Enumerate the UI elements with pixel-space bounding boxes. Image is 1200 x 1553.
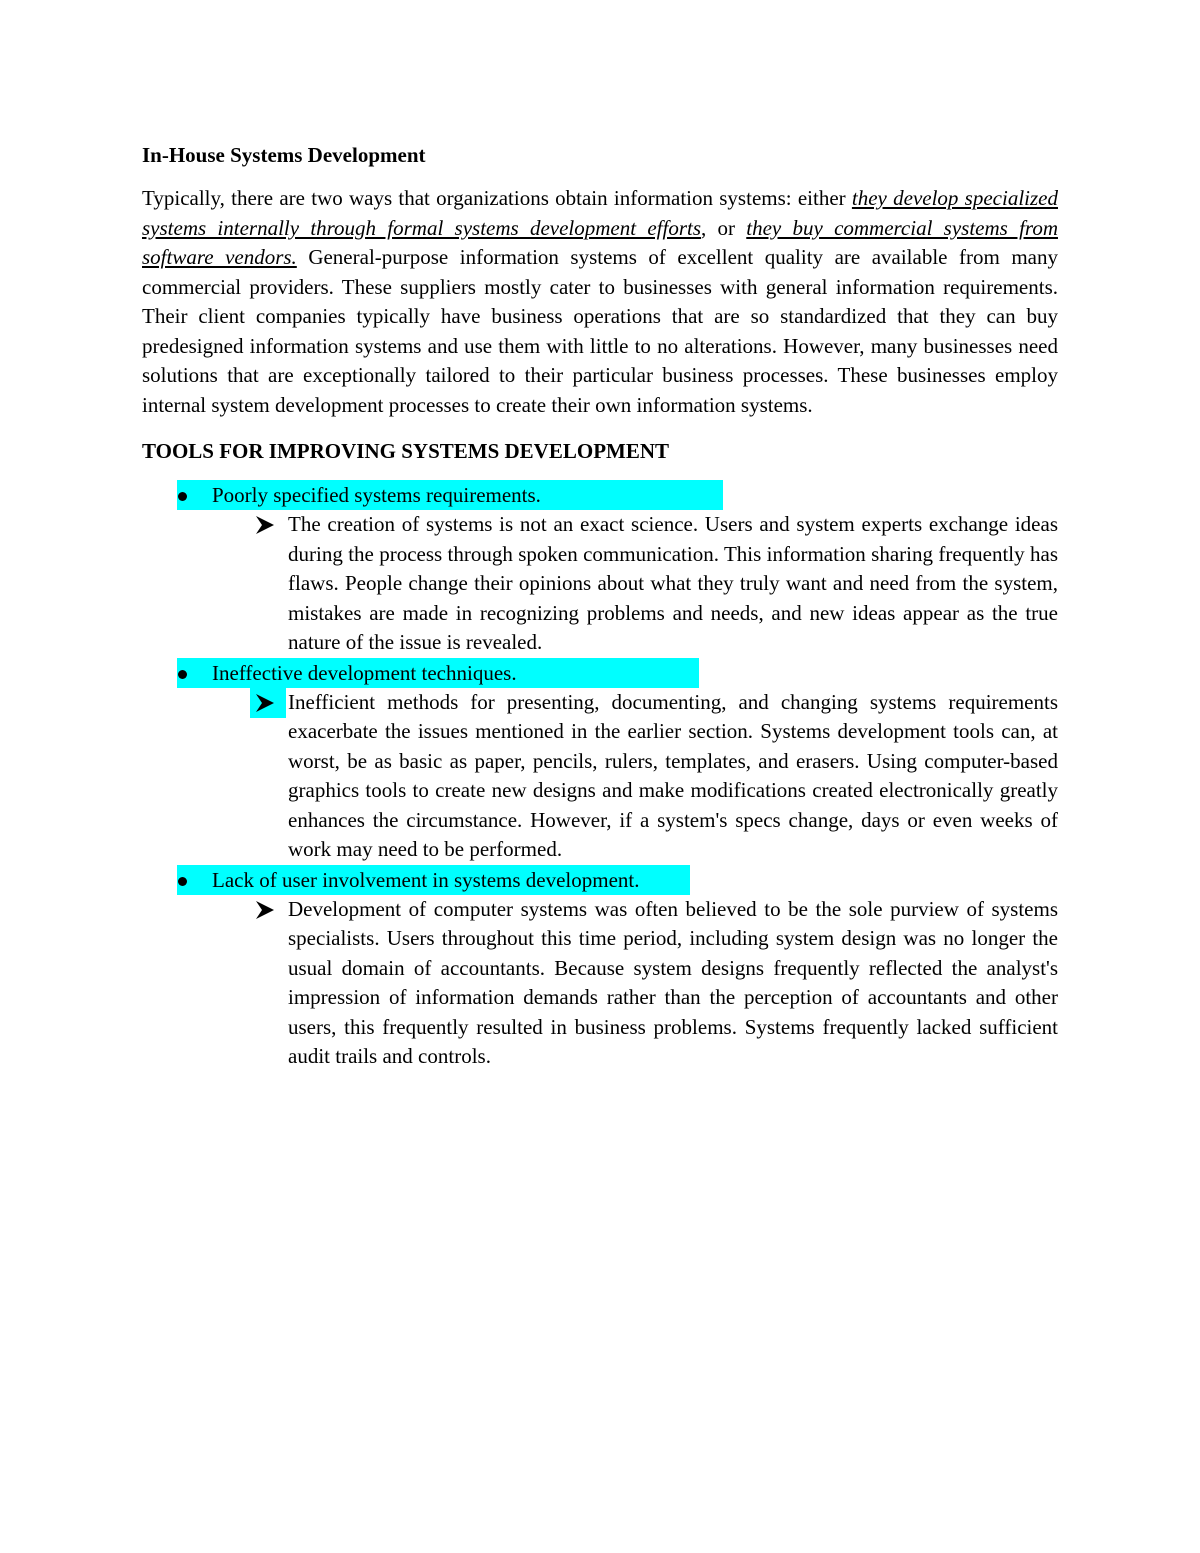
list-item: [142, 865, 1058, 1072]
bullet-icon: [178, 492, 187, 501]
intro-text-or: , or: [701, 215, 747, 240]
bullet-detail: The creation of systems is not an exact science. Users and system experts exchange ideas during the process through spoken communication. This information sharing frequently has flaws. People change their opinions about what they truly want and need from the system, mistakes are made in recognizing problems and needs, and new ideas appear as the true nature of the issue is revealed.: [288, 512, 1058, 654]
section-heading-tools: TOOLS FOR IMPROVING SYSTEMS DEVELOPMENT: [142, 439, 670, 463]
intro-paragraph: [142, 184, 1058, 420]
bullet-title: Ineffective development techniques.: [212, 660, 517, 685]
emphasis-buy-commercial: they buy commercial systems from software vendors.: [142, 215, 1058, 269]
bullet-detail: Development of computer systems was often believed to be the sole purview of systems specialists. Users throughout this time period, including system design was no longer the usual domain of accountants. Because system designs frequently reflected the analyst's impression of information demands rather than the perception of accountants and other users, this frequently resulted in business problems. Systems frequently lacked sufficient audit trails and controls.: [288, 896, 1058, 1068]
sub-item: [142, 510, 1058, 658]
sub-item: [142, 688, 1058, 865]
bullet-icon: [178, 877, 187, 886]
tools-list: [142, 480, 1058, 1072]
bullet-row: [142, 480, 1058, 510]
document-page: [142, 140, 1058, 1072]
bullet-row: [142, 865, 1058, 895]
sub-item: [142, 895, 1058, 1072]
list-item: [142, 480, 1058, 658]
bullet-title: Lack of user involvement in systems development.: [212, 867, 640, 892]
arrow-bullet-icon: [254, 692, 276, 714]
emphasis-develop-internally: they develop specialized systems internally through formal systems development efforts: [142, 186, 1058, 240]
bullet-title: Poorly specified systems requirements.: [212, 483, 541, 507]
bullet-detail: Inefficient methods for presenting, documenting, and changing systems requirements exacerbate the issues mentioned in the earlier section. Systems development tools can, at worst, be as basic as paper, pencils, rulers, templates, and erasers. Using computer-based graphics tools to create new designs and make modifications created electronically greatly enhances the circumstance. However, if a system's specs change, days or even weeks of work may need to be performed.: [288, 689, 1058, 861]
intro-text-rest: General-purpose information systems of excellent quality are available from many commercial providers. These suppliers mostly cater to businesses with general information requirements. Their client companies typically have business operations that are so standardized that they can buy predesigned information systems and use them with little to no alterations. However, many businesses need solutions that are exceptionally tailored to their particular business processes. These businesses employ internal system development processes to create their own information systems.: [142, 245, 1058, 417]
bullet-row: [142, 658, 1058, 688]
intro-text-start: Typically, there are two ways that organizations obtain information systems: either: [142, 186, 852, 210]
arrow-bullet-icon: [254, 514, 276, 536]
arrow-bullet-icon: [254, 899, 276, 921]
list-item: [142, 658, 1058, 865]
section-heading-in-house: In-House Systems Development: [142, 143, 426, 167]
bullet-icon: [178, 670, 187, 679]
